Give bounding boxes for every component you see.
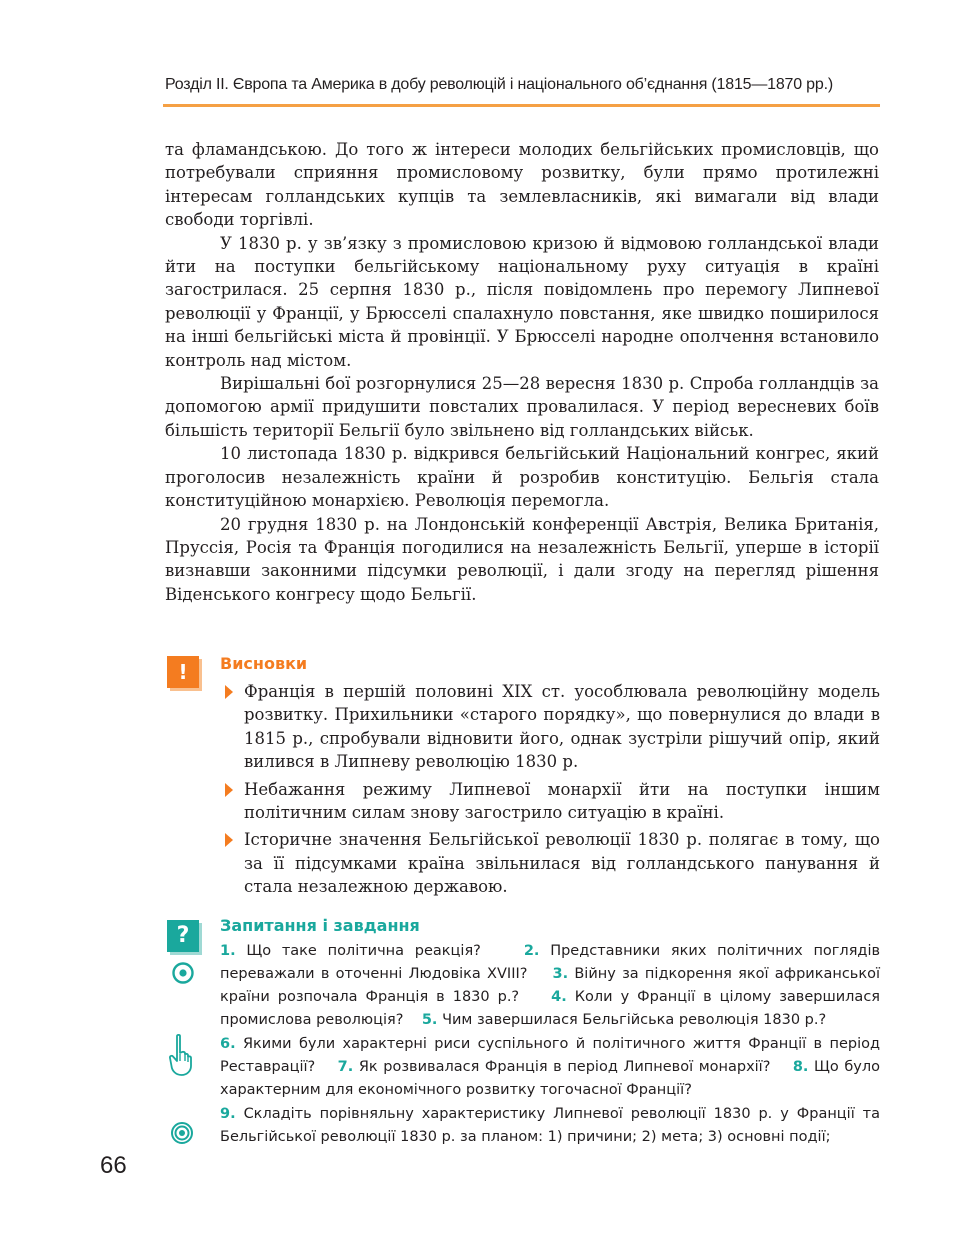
main-text (165, 138, 879, 606)
questions-group-2 (220, 1033, 880, 1102)
question-number: 2. (523, 943, 540, 959)
question-text: Як розвивалася Франція в період Липневої монархії? (358, 1059, 771, 1075)
exclamation-icon: ! (167, 656, 199, 688)
pointing-hand-icon (166, 1033, 194, 1077)
conclusion-text: Небажання режиму Липневої монархії йти на поступки іншим політичним силам знову загострило ситуацію в країні. (244, 779, 880, 823)
page-number: 66 (100, 1152, 127, 1179)
paragraph: 20 грудня 1830 р. на Лондонській конференції Австрія, Велика Британія, Пруссія, Росія та Франція погодилися на незалежність Бельгії, уперше в історії визнавши законними підсумки революції, і дали згоду на перегляд рішення Віденського конгресу щодо Бельгії. (165, 514, 879, 604)
question-number: 5. (421, 1012, 438, 1028)
question-text: Чим завершилася Бельгійська революція 1830 р.? (442, 1012, 827, 1028)
conclusion-text: Історичне значення Бельгійської революції 1830 р. полягає в тому, що за її підсумками країна звільнилася від голландського панування й стала незалежною державою. (244, 830, 880, 897)
question-text: Що таке політична реакція? (246, 943, 481, 959)
question-number: 1. (220, 943, 236, 959)
target-circle-icon (171, 961, 195, 985)
question-text: Якими були характерні риси суспільного й політичного життя Франції в період Реставрації? (220, 1036, 880, 1075)
header-rule (163, 104, 880, 107)
bullseye-icon (170, 1121, 194, 1145)
arrow-bullet-icon (225, 685, 233, 699)
question-text: Що було характерним для економічного розвитку тогочасної Франції? (220, 1059, 881, 1098)
question-number: 7. (337, 1059, 354, 1075)
question-number: 8. (792, 1059, 809, 1075)
conclusion-item (225, 680, 880, 774)
question-text: Складіть порівняльну характеристику Липневої революції 1830 р. у Франції та Бельгійської революції 1830 р. за планом: 1) причини; 2) мета; 3) основні події; (220, 1106, 881, 1145)
question-number: 4. (551, 989, 567, 1005)
conclusion-text: Франція в першій половині XIX ст. уособлювала революційну модель розвитку. Прихильники «старого порядку», що повернулися до влади в 1815 р., спробували відновити його, однак зустріли рішучий опір, який вилився в Липневу революцію 1830 р. (244, 682, 880, 772)
questions-title: Запитання і завдання (220, 916, 420, 935)
questions-group-1 (220, 940, 880, 1032)
question-text: Коли у Франції в цілому завершилася промислова революція? (220, 989, 881, 1028)
question-number: 6. (220, 1036, 236, 1052)
paragraph: та фламандською. До того ж інтереси молодих бельгійських промисловців, що потребували сприяння промисловому розвитку, були прямо протилежні інтересам голландських купців та землевласників, які вимагали від влади свободи торгівлі. (165, 140, 879, 230)
conclusions-title: Висновки (220, 654, 308, 673)
question-number: 3. (552, 966, 569, 982)
question-text: Представники яких політичних поглядів переважали в оточенні Людовіка XVIII? (220, 943, 881, 982)
arrow-bullet-icon (225, 783, 233, 797)
question-number: 9. (220, 1106, 236, 1122)
conclusions-list (225, 680, 880, 903)
arrow-bullet-icon (225, 833, 233, 847)
conclusion-item (225, 828, 880, 898)
questions-group-3 (220, 1103, 880, 1149)
conclusion-item (225, 778, 880, 825)
paragraph: У 1830 р. у зв’язку з промисловою кризою й відмовою голландської влади йти на поступки бельгійському національному руху ситуація в країні загострилася. 25 серпня 1830 р., після повідомлень про перемогу Липневої революції у Франції, у Брюсселі спалахнуло повстання, яке швидко поширилося на інші бельгійські міста й провінції. У Брюсселі народне ополчення встановило контроль над містом. (165, 233, 879, 370)
question-mark-icon: ? (167, 920, 199, 952)
running-header: Розділ ІІ. Європа та Америка в добу революцій і національного об’єднання (1815—1870 рр.) (165, 76, 833, 93)
question-text: Війну за підкорення якої африканської країни розпочала Франція в 1830 р.? (220, 966, 881, 1005)
paragraph: Вирішальні бої розгорнулися 25—28 вересня 1830 р. Спроба голландців за допомогою армії придушити повсталих провалилася. У період вересневих боїв більшість території Бельгії було звільнено від голландських військ. (165, 374, 879, 440)
paragraph: 10 листопада 1830 р. відкрився бельгійський Національний конгрес, який проголосив незалежність країни й розробив конституцію. Бельгія стала конституційною монархією. Революція перемогла. (165, 444, 879, 511)
